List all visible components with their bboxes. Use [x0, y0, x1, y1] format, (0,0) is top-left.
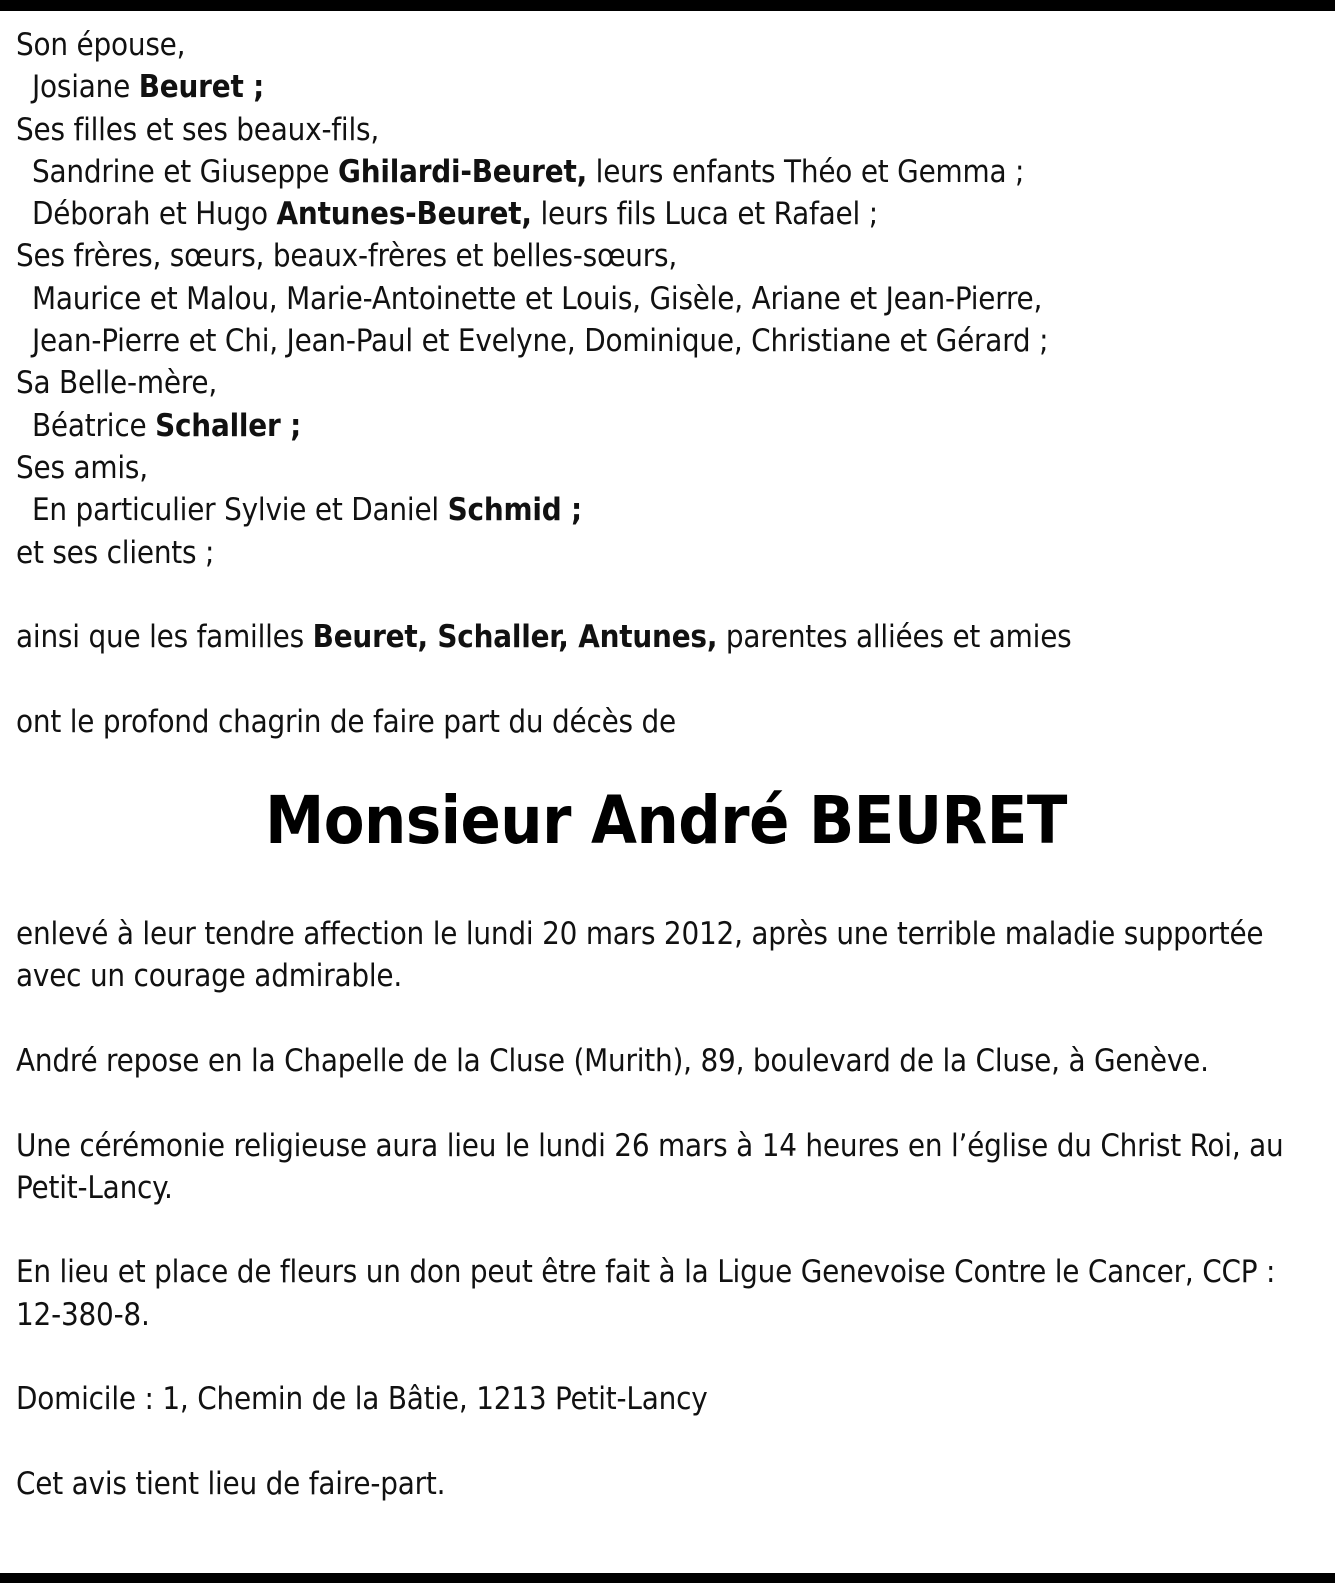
- spacer: [16, 1336, 1316, 1378]
- spacer: [16, 1209, 1316, 1251]
- spouse-line: Josiane Beuret ;: [32, 69, 265, 106]
- bottom-border-rule: [0, 1573, 1335, 1583]
- friends-heading: Ses amis,: [16, 449, 148, 486]
- spouse-surname: Beuret ;: [138, 69, 265, 106]
- rest-place-paragraph: André repose en la Chapelle de la Cluse (Murith), 89, boulevard de la Cluse, à Genève.: [16, 1042, 1209, 1079]
- clients-line: et ses clients ;: [16, 534, 215, 571]
- spacer: [16, 658, 1316, 700]
- death-paragraph: enlevé à leur tendre affection le lundi 20 mars 2012, après une terrible maladie supportée avec un courage admirable.: [16, 916, 1264, 995]
- top-border-rule: [0, 0, 1335, 11]
- spacer: [16, 998, 1316, 1040]
- daughter1-surname: Ghilardi-Beuret,: [338, 153, 587, 190]
- mother-in-law-heading: Sa Belle-mère,: [16, 365, 218, 402]
- siblings-line-2: Jean-Pierre et Chi, Jean-Paul et Evelyne, Dominique, Christiane et Gérard ;: [32, 323, 1049, 360]
- siblings-heading: Ses frères, sœurs, beaux-frères et belles-sœurs,: [16, 238, 678, 275]
- mother-in-law-surname: Schaller ;: [155, 407, 302, 444]
- spacer: [16, 574, 1316, 616]
- closing-line: Cet avis tient lieu de faire-part.: [16, 1465, 446, 1502]
- daughter2-surname: Antunes-Beuret,: [276, 196, 532, 233]
- friends-line: En particulier Sylvie et Daniel Schmid ;: [32, 492, 582, 529]
- families-names: Beuret, Schaller, Antunes,: [312, 619, 718, 656]
- announcement-line: ont le profond chagrin de faire part du décès de: [16, 703, 677, 740]
- daughters-heading: Ses filles et ses beaux-fils,: [16, 111, 380, 148]
- spacer: [16, 1082, 1316, 1124]
- deceased-name-heading: Monsieur André BEURET: [265, 782, 1067, 860]
- spouse-heading: Son épouse,: [16, 27, 186, 63]
- spacer: [16, 1421, 1316, 1463]
- siblings-line-1: Maurice et Malou, Marie-Antoinette et Louis, Gisèle, Ariane et Jean-Pierre,: [32, 280, 1043, 317]
- daughter2-line: Déborah et Hugo Antunes-Beuret, leurs fils Luca et Rafael ;: [32, 196, 878, 233]
- friends-surname: Schmid ;: [447, 492, 582, 529]
- ceremony-paragraph: Une cérémonie religieuse aura lieu le lundi 26 mars à 14 heures en l’église du Christ Roi, au Petit-Lancy.: [16, 1127, 1284, 1206]
- daughter1-line: Sandrine et Giuseppe Ghilardi-Beuret, leurs enfants Théo et Gemma ;: [32, 153, 1025, 190]
- death-notice: [16, 24, 1316, 1505]
- domicile-line: Domicile : 1, Chemin de la Bâtie, 1213 Petit-Lancy: [16, 1381, 708, 1418]
- donation-paragraph: En lieu et place de fleurs un don peut être fait à la Ligue Genevoise Contre le Cancer, CCP : 12-380-8.: [16, 1254, 1276, 1333]
- mother-in-law-line: Béatrice Schaller ;: [32, 407, 302, 444]
- families-line: ainsi que les familles Beuret, Schaller, Antunes, parentes alliées et amies: [16, 619, 1072, 656]
